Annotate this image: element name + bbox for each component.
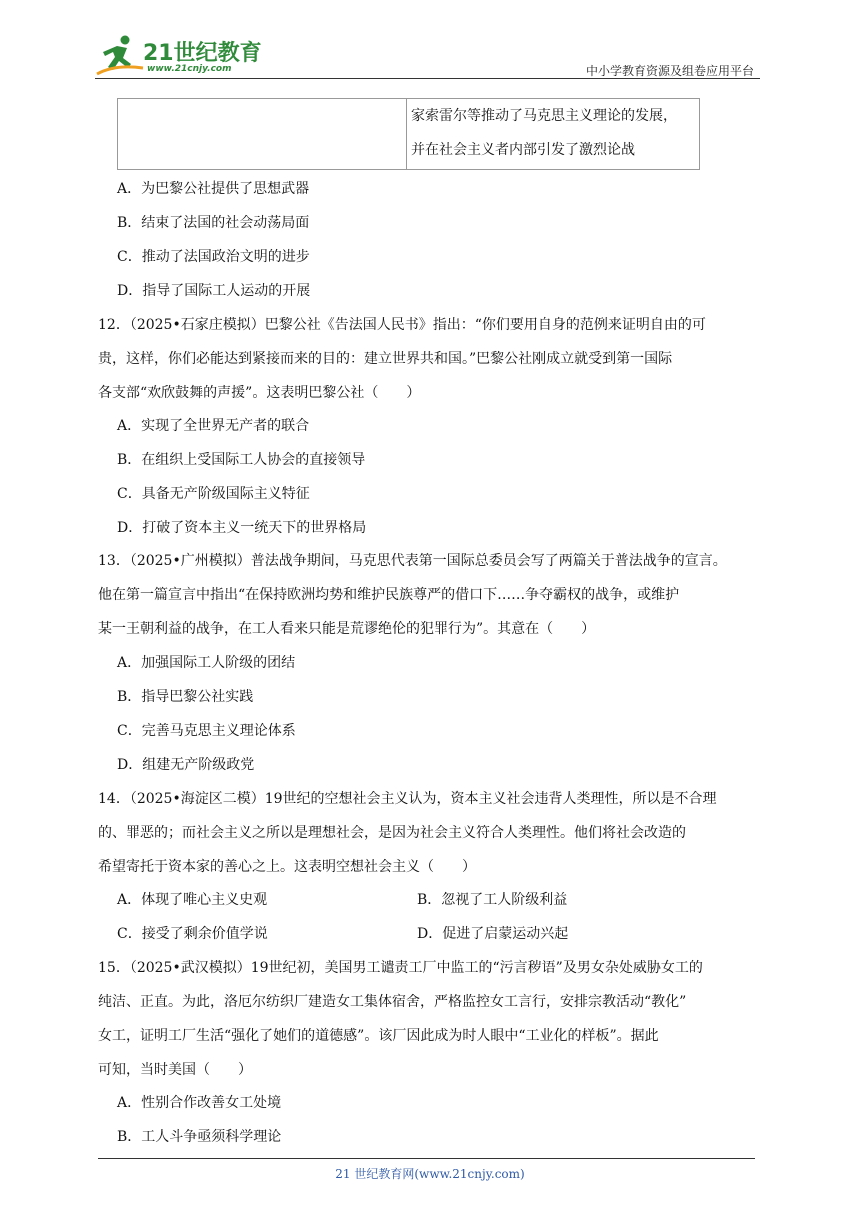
q14-option-c: C．接受了剩余价值学说: [117, 926, 268, 942]
q12-option-b: B．在组织上受国际工人协会的直接领导: [117, 452, 366, 468]
q15-option-b: B．工人斗争亟须科学理论: [117, 1129, 282, 1145]
footer-divider: [98, 1158, 755, 1159]
q12-option-d: D．打破了资本主义一统天下的世界格局: [117, 520, 367, 536]
table-cell-line: 家索雷尔等推动了马克思主义理论的发展，: [411, 108, 677, 124]
q15-option-a: A．性别合作改善女工处境: [117, 1095, 282, 1111]
logo-text: 21世纪教育: [143, 41, 262, 66]
table-cell-line: 并在社会主义者内部引发了激烈论战: [411, 142, 635, 158]
q14-option-a: A．体现了唯心主义史观: [117, 892, 268, 908]
q12-option-a: A．实现了全世界无产者的联合: [117, 418, 310, 434]
q14-option-d: D．促进了启蒙运动兴起: [417, 926, 569, 942]
q13-option-d: D．组建无产阶级政党: [117, 757, 255, 773]
q11-option-c: C．推动了法国政治文明的进步: [117, 249, 310, 265]
q11-option-a: A．为巴黎公社提供了思想武器: [117, 181, 310, 197]
platform-name: 中小学教育资源及组卷应用平台: [585, 64, 754, 78]
q14-option-b: B．忽视了工人阶级利益: [417, 892, 568, 908]
footer-link[interactable]: 21 世纪教育网(www.21cnjy.com): [335, 1167, 525, 1181]
q12-stem-line: 各支部“欢欣鼓舞的声援”。这表明巴黎公社（ ）: [98, 385, 421, 401]
table-cell-empty: [118, 99, 407, 170]
q13-option-b: B．指导巴黎公社实践: [117, 689, 254, 705]
continuation-table: [117, 98, 700, 170]
q11-option-d: D．指导了国际工人运动的开展: [117, 283, 311, 299]
site-logo: [95, 34, 265, 80]
logo-url: www.21cnjy.com: [147, 64, 232, 74]
header-divider: [95, 78, 760, 79]
q14-stem-line: 的、罪恶的；而社会主义之所以是理想社会，是因为社会主义符合人类理性。他们将社会改造的: [98, 825, 686, 841]
q15-stem-line: 纯洁、正直。为此，洛厄尔纺织厂建造女工集体宿舍，严格监控女工言行，安排宗教活动“教化”: [98, 994, 687, 1010]
q12-option-c: C．具备无产阶级国际主义特征: [117, 486, 310, 502]
q14-stem-line: 希望寄托于资本家的善心之上。这表明空想社会主义（ ）: [98, 859, 476, 875]
q13-stem-line: 他在第一篇宣言中指出“在保持欧洲均势和维护民族尊严的借口下……争夺霸权的战争，或维护: [98, 587, 680, 603]
q15-stem-line: 可知，当时美国（ ）: [98, 1062, 252, 1078]
page-header: [95, 28, 760, 80]
q13-option-c: C．完善马克思主义理论体系: [117, 723, 296, 739]
table-cell-text: [407, 99, 700, 170]
q11-option-b: B．结束了法国的社会动荡局面: [117, 215, 310, 231]
q12-stem-line: 贵，这样，你们必能达到紧接而来的目的：建立世界共和国。”巴黎公社刚成立就受到第一国际: [98, 351, 673, 367]
q14-stem-line: 14．（2025•海淀区二模）19世纪的空想社会主义认为，资本主义社会违背人类理性，所以是不合理: [98, 791, 717, 807]
q13-stem-line: 13．（2025•广州模拟）普法战争期间，马克思代表第一国际总委员会写了两篇关于普法战争的宣言。: [98, 553, 727, 569]
runner-logo-icon: [95, 34, 147, 78]
q13-stem-line: 某一王朝利益的战争，在工人看来只能是荒谬绝伦的犯罪行为”。其意在（ ）: [98, 621, 596, 637]
q15-stem-line: 女工，证明工厂生活“强化了她们的道德感”。该厂因此成为时人眼中“工业化的样板”。据此: [98, 1028, 659, 1044]
q13-option-a: A．加强国际工人阶级的团结: [117, 655, 296, 671]
q12-stem-line: 12．（2025•石家庄模拟）巴黎公社《告法国人民书》指出：“你们要用自身的范例来证明自由的可: [98, 317, 706, 333]
q15-stem-line: 15．（2025•武汉模拟）19世纪初，美国男工谴责工厂中监工的“污言秽语”及男女杂处威胁女工的: [98, 960, 703, 976]
